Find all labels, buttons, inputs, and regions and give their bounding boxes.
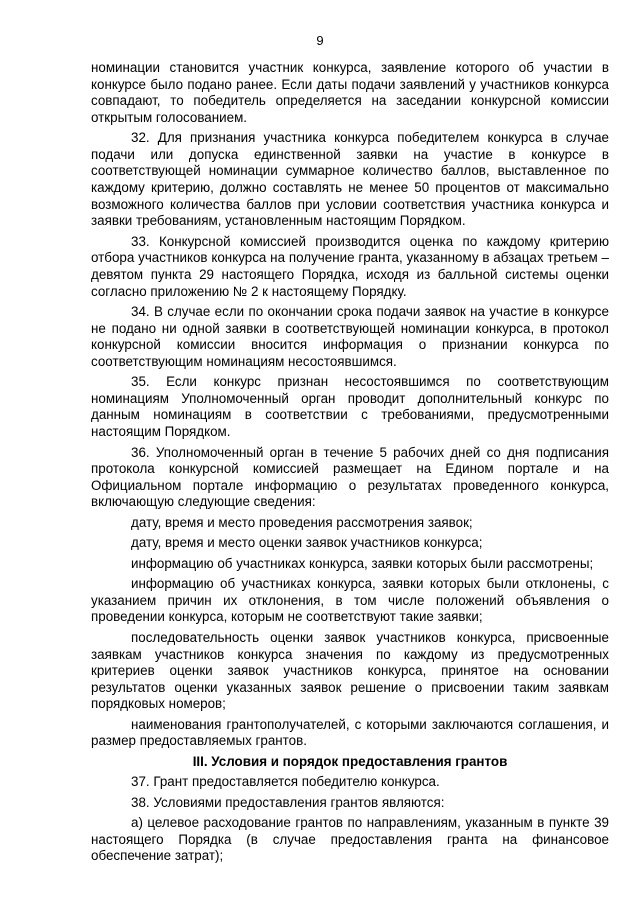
paragraph-36: 36. Уполномоченный орган в течение 5 рабочих дней со дня подписания протокола конкурсной комиссией размещает на Едином портале и на Официальном портале информацию о результатах проведенного конкурса, включающую следующие сведения: <box>91 444 609 510</box>
paragraph-35: 35. Если конкурс признан несостоявшимся по соответствующим номинациям Уполномоченный орган проводит дополнительный конкурс по данным номинациям в соответствии с требованиями, предусмотренными настоящим Порядком. <box>91 374 609 440</box>
list-item-review-date: дату, время и место проведения рассмотрения заявок; <box>131 514 473 530</box>
paragraph-34: 34. В случае если по окончании срока подачи заявок на участие в конкурсе не подано ни одной заявки в соответствующей номинации конкурса, в протокол конкурсной комиссии вносится информация о признании конкурса по соответствующим номинациям несостоявшимся. <box>91 303 609 369</box>
paragraph-32: 32. Для признания участника конкурса победителем конкурса в случае подачи или допуска единственной заявки на участие в конкурсе в соответствующей номинации суммарное количество баллов, выставленное по каждому критерию, должно составлять не менее 50 процентов от максимально возможного количества баллов при условии соответствия участника конкурса и заявки требованиям, установленным настоящим Порядком. <box>91 130 609 229</box>
list-item-rejected-participants: информацию об участниках конкурса, заявки которых были отклонены, с указанием причин их отклонения, в том числе положений объявления о проведении конкурса, которым не соответствуют такие заявки; <box>91 576 609 625</box>
section-heading: III. Условия и порядок предоставления грантов <box>192 753 508 769</box>
paragraph-37: 37. Грант предоставляется победителю конкурса. <box>131 774 440 790</box>
list-item-grant-recipients: наименования грантополучателей, с которыми заключаются соглашения, и размер предоставляемых грантов. <box>91 716 609 749</box>
paragraph-38a: а) целевое расходование грантов по направлениям, указанным в пункте 39 настоящего Порядка (в случае предоставления гранта на финансовое обеспечение затрат); <box>91 815 609 864</box>
paragraph-continuation: номинации становится участник конкурса, заявление которого об участии в конкурсе было подано ранее. Если даты подачи заявлений у участников конкурса совпадают, то победитель определяется на заседании конкурсной комиссии открытым голосованием. <box>91 60 609 125</box>
document-body <box>91 60 609 869</box>
list-item-evaluation-date: дату, время и место оценки заявок участников конкурса; <box>131 535 483 551</box>
paragraph-33: 33. Конкурсной комиссией производится оценка по каждому критерию отбора участников конкурса на получение гранта, указанному в абзацах третьем – девятом пункта 29 настоящего Порядка, исходя из балльной системы оценки согласно приложению № 2 к настоящему Порядку. <box>91 233 609 299</box>
page-number: 9 <box>316 33 324 48</box>
list-item-evaluation-sequence: последовательность оценки заявок участников конкурса, присвоенные заявкам участников конкурса значения по каждому из предусмотренных критериев оценки заявок участников конкурса, принятое на основании результатов оценки указанных заявок решение о присвоении таким заявкам порядковых номеров; <box>91 629 609 712</box>
paragraph-38: 38. Условиями предоставления грантов являются: <box>131 794 445 810</box>
list-item-reviewed-participants: информацию об участниках конкурса, заявки которых были рассмотрены; <box>131 555 594 571</box>
